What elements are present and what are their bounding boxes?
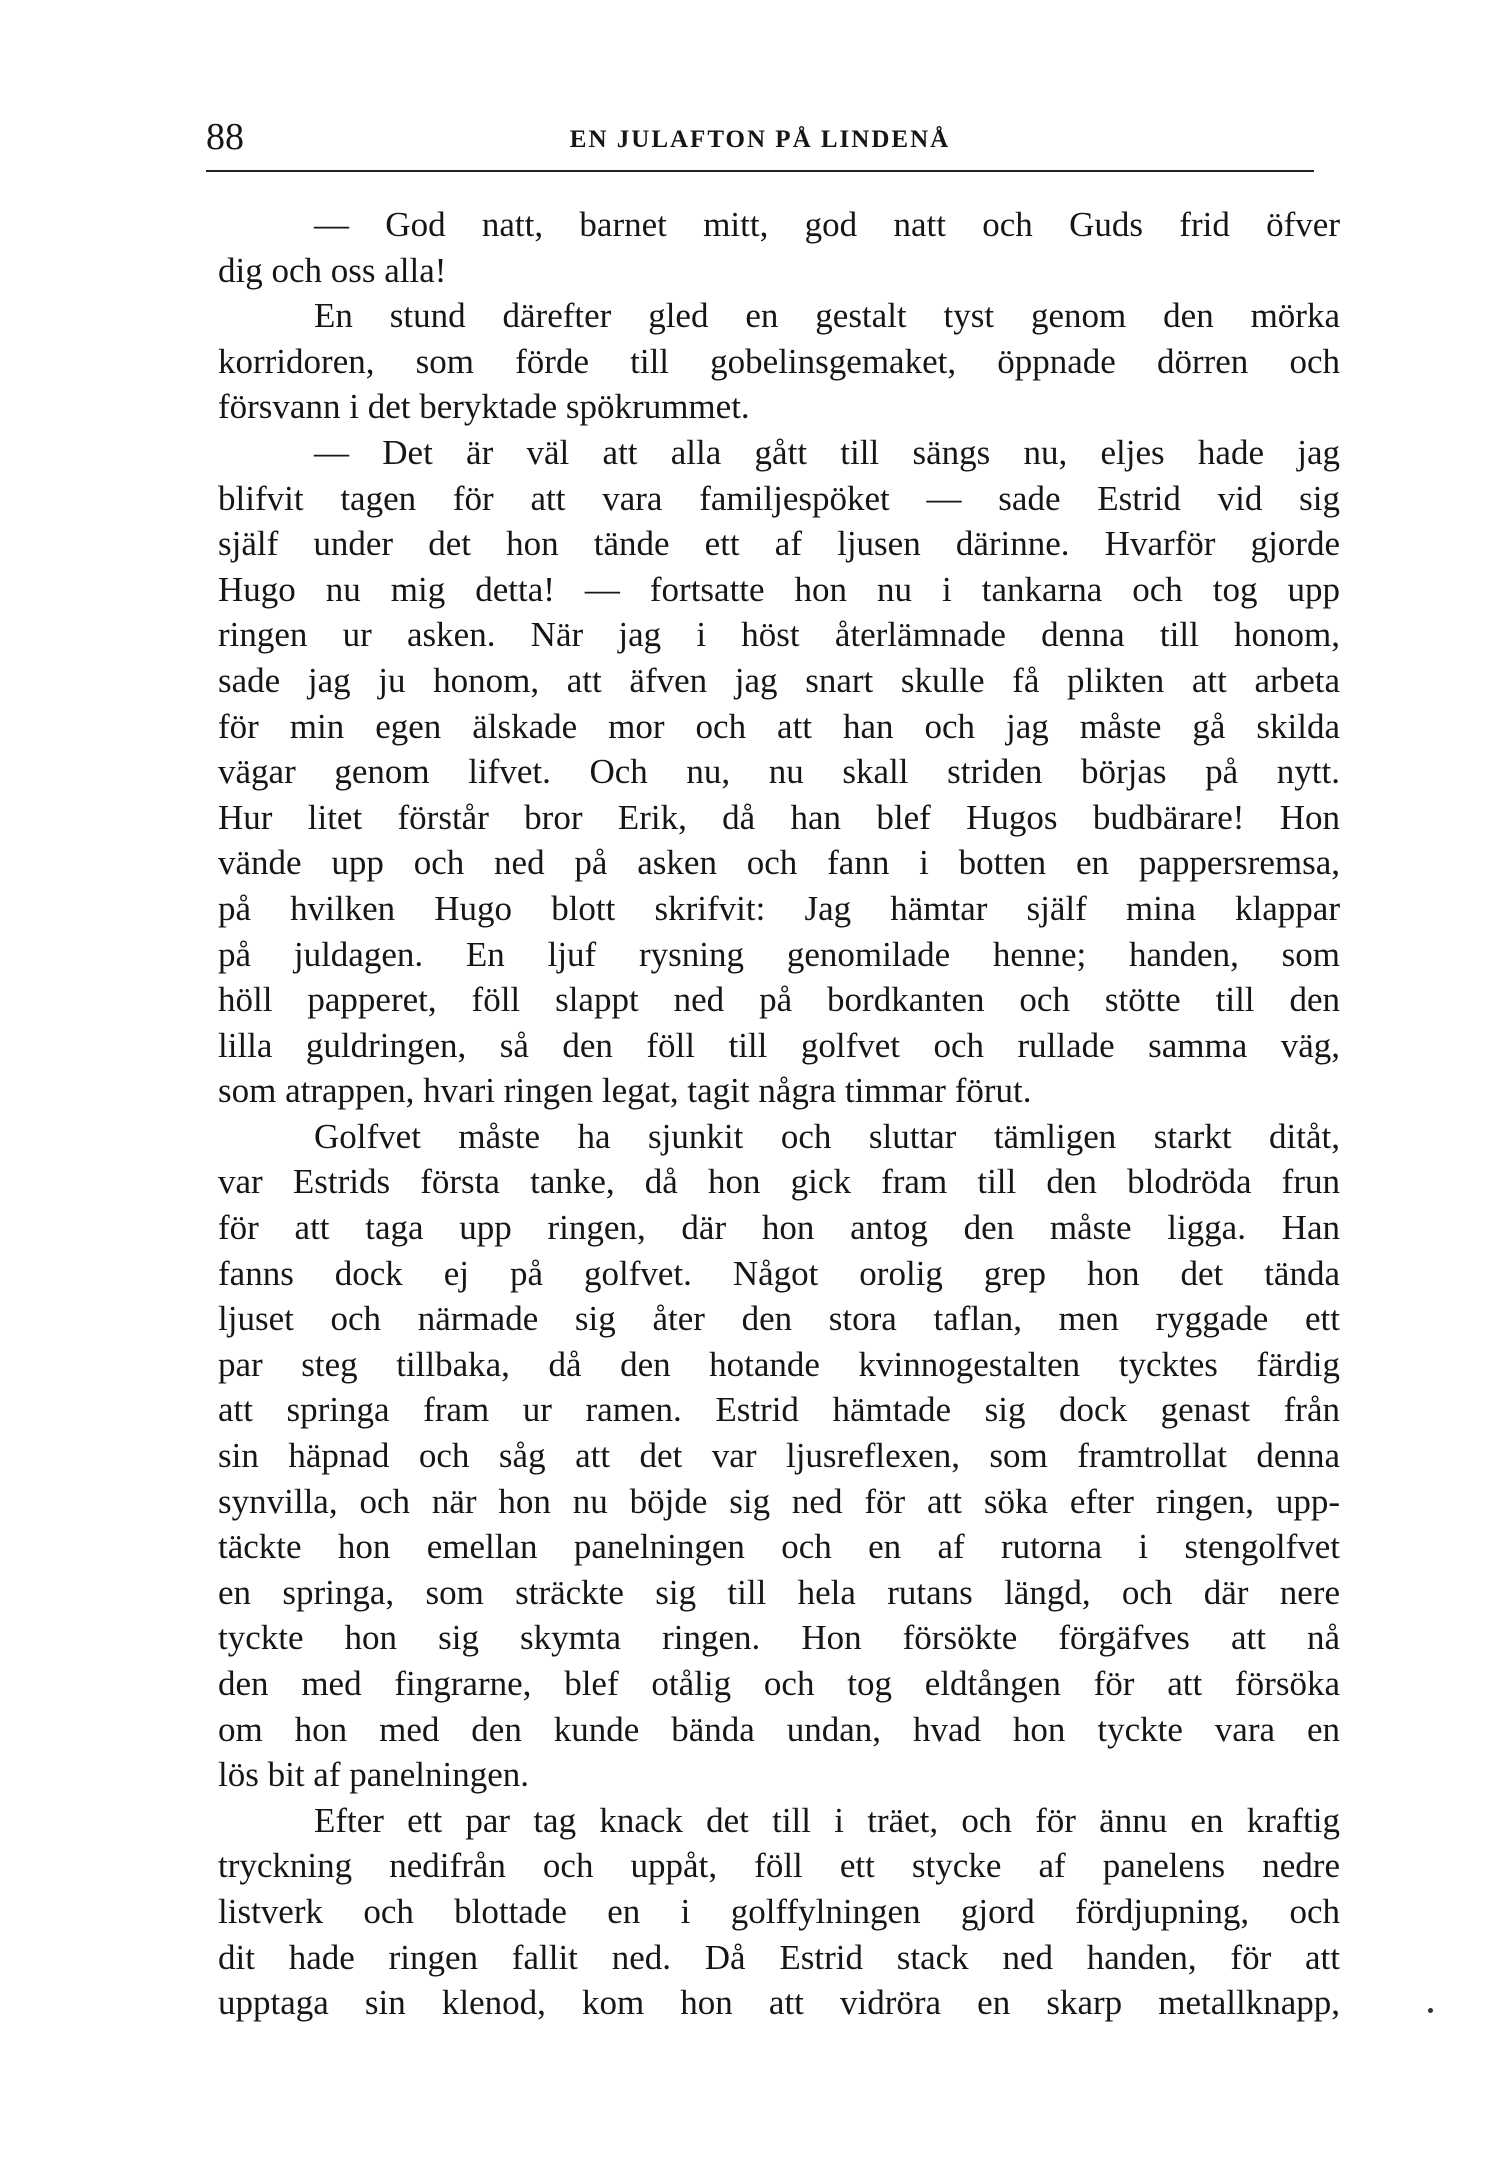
text-line: upptaga sin klenod, kom hon att vidröra en skarp metallknapp,	[218, 1983, 1340, 2023]
text-line: för min egen älskade mor och att han och jag måste gå skilda	[218, 706, 1340, 746]
text-line: lös bit af panelningen.	[218, 1755, 530, 1795]
paragraph	[218, 293, 1340, 430]
text-line: En stund därefter gled en gestalt tyst genom den mörka	[314, 296, 1340, 336]
text-line: — God natt, barnet mitt, god natt och Guds frid öfver	[314, 205, 1340, 244]
text-line: tryckning nedifrån och uppåt, föll ett stycke af panelens nedre	[218, 1846, 1340, 1886]
text-line: på juldagen. En ljuf rysning genomilade henne; handen, som	[218, 934, 1340, 974]
running-title: EN JULAFTON PÅ LINDENÅ	[569, 126, 951, 153]
text-line: fanns dock ej på golfvet. Något orolig grep hon det tända	[218, 1253, 1340, 1293]
text-line: korridoren, som förde till gobelinsgemaket, öppnade dörren och	[218, 341, 1340, 381]
text-line: Golfvet måste ha sjunkit och sluttar tämligen starkt ditåt,	[314, 1116, 1340, 1156]
text-line: par steg tillbaka, då den hotande kvinnogestalten tycktes färdig	[218, 1344, 1340, 1384]
page-header	[206, 112, 1314, 172]
text-line: var Estrids första tanke, då hon gick fram till den blodröda frun	[218, 1162, 1340, 1202]
print-speck	[1428, 2008, 1433, 2013]
text-line: en springa, som sträckte sig till hela rutans längd, och där nere	[218, 1572, 1340, 1612]
header-rule	[206, 170, 1314, 172]
text-line: själf under det hon tände ett af ljusen därinne. Hvarför gjorde	[218, 524, 1340, 564]
text-line: Hugo nu mig detta! — fortsatte hon nu i tankarna och tog upp	[218, 569, 1340, 609]
paragraph	[218, 202, 1340, 293]
text-line: den med fingrarne, blef otålig och tog eldtången för att försöka	[218, 1664, 1340, 1703]
text-line: listverk och blottade en i golffylningen gjord fördjupning, och	[218, 1891, 1340, 1931]
text-line: tyckte hon sig skymta ringen. Hon försökte förgäfves att nå	[218, 1618, 1340, 1658]
text-line: sade jag ju honom, att äfven jag snart skulle få plikten att arbeta	[218, 660, 1340, 700]
text-line: täckte hon emellan panelningen och en af rutorna i stengolfvet	[218, 1527, 1340, 1567]
text-line: om hon med den kunde bända undan, hvad hon tyckte vara en	[218, 1709, 1340, 1749]
text-line: lilla guldringen, så den föll till golfvet och rullade samma väg,	[218, 1025, 1340, 1065]
text-line: på hvilken Hugo blott skrifvit: Jag hämtar själf mina klappar	[218, 888, 1340, 928]
text-line: blifvit tagen för att vara familjespöket — sade Estrid vid sig	[218, 478, 1340, 518]
text-line: dit hade ringen fallit ned. Då Estrid stack ned handen, för att	[218, 1937, 1340, 1977]
text-line: försvann i det beryktade spökrummet.	[218, 387, 750, 427]
text-line: som atrappen, hvari ringen legat, tagit några timmar förut.	[218, 1071, 1032, 1111]
paragraph	[218, 1114, 1340, 1798]
text-line: — Det är väl att alla gått till sängs nu, eljes hade jag	[314, 432, 1340, 472]
text-line: ljuset och närmade sig åter den stora taflan, men ryggade ett	[218, 1299, 1340, 1339]
text-line: vägar genom lifvet. Och nu, nu skall striden börjas på nytt.	[218, 752, 1340, 792]
body-text	[218, 202, 1340, 2026]
text-line: att springa fram ur ramen. Estrid hämtade sig dock genast från	[218, 1390, 1340, 1430]
page-number: 88	[206, 116, 244, 158]
text-line: synvilla, och när hon nu böjde sig ned för att söka efter ringen, upp-	[218, 1481, 1340, 1521]
text-line: vände upp och ned på asken och fann i botten en pappersremsa,	[218, 843, 1340, 883]
text-line: Hur litet förstår bror Erik, då han blef Hugos budbärare! Hon	[218, 797, 1340, 837]
text-line: sin häpnad och såg att det var ljusreflexen, som framtrollat denna	[218, 1436, 1340, 1476]
paragraph	[218, 1798, 1340, 2026]
text-line: för att taga upp ringen, där hon antog den måste ligga. Han	[218, 1208, 1340, 1248]
paragraph	[218, 430, 1340, 1114]
text-line: ringen ur asken. När jag i höst återlämnade denna till honom,	[218, 615, 1340, 655]
text-line: Efter ett par tag knack det till i träet, och för ännu en kraftig	[314, 1800, 1340, 1840]
text-line: höll papperet, föll slappt ned på bordkanten och stötte till den	[218, 980, 1340, 1020]
text-line: dig och oss alla!	[218, 250, 447, 290]
